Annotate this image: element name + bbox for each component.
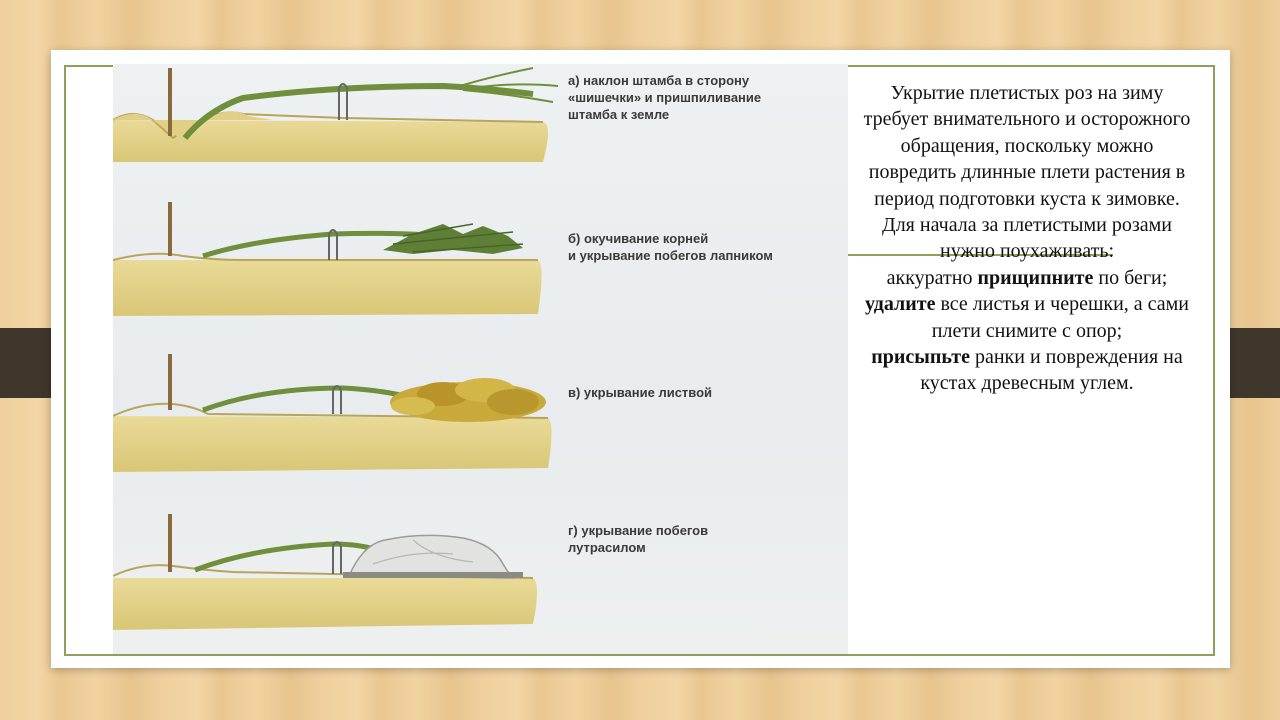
step-a-drawing [113, 68, 558, 162]
step3-line [862, 344, 1192, 397]
step-c-caption: в) укрывание листвой [568, 385, 713, 400]
rose-covering-illustration [113, 64, 848, 654]
step1-keyword: прищипните [977, 266, 1094, 289]
step3-keyword: присыпьте [871, 346, 970, 369]
step-d-drawing [113, 514, 537, 630]
step-b-drawing [113, 202, 542, 316]
step-c-drawing [113, 354, 552, 472]
step1-line [862, 265, 1192, 291]
rose-steps-drawing [113, 64, 848, 654]
step-a-caption: а) наклон штамба в сторону «шишечки» и пришпиливание штамба к земле [568, 73, 762, 122]
intro-paragraph: Укрытие плетистых роз на зиму требует внимательного и осторожного обращения, поскольку можно повредить длинные плети растения в период подготовки куста к зимовке. Для начала за плетистыми розами нужно поухаживать: [863, 82, 1191, 263]
step1-post: по беги; [1093, 266, 1168, 289]
step2-keyword: удалите [865, 293, 936, 316]
step3-post: ранки и повреждения на кустах древесным углем. [920, 346, 1183, 395]
description-text [862, 80, 1192, 397]
step-b-caption: б) окучивание корней и укрывание побегов лапником [568, 231, 773, 263]
step2-line [862, 291, 1192, 344]
step2-post: все листья и черешки, а сами плети снимите с опор; [931, 293, 1189, 342]
step1-pre: аккуратно [886, 266, 978, 289]
step-d-caption: г) укрывание побегов лутрасилом [568, 523, 709, 555]
